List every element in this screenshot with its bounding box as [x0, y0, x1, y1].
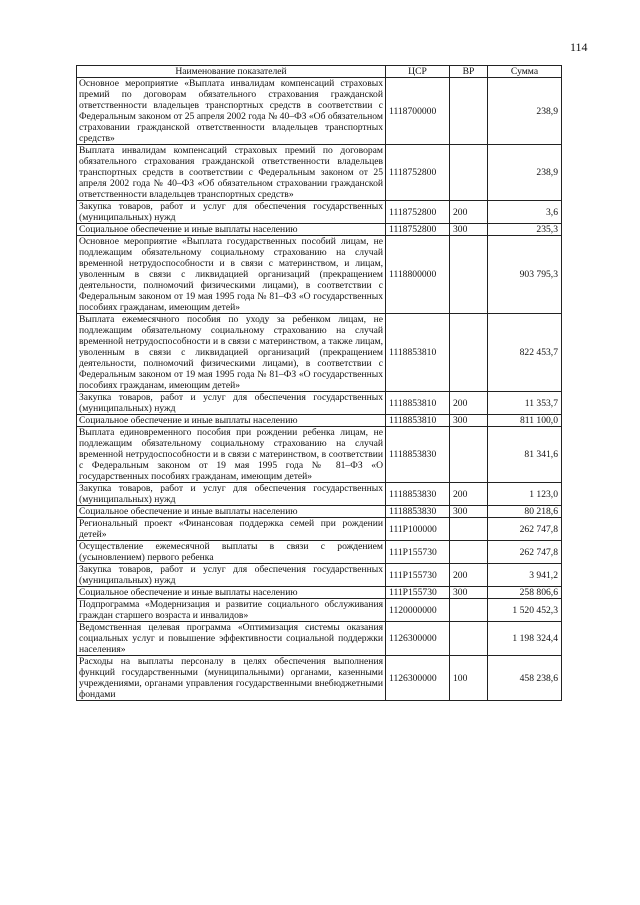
- row-csr: 1118752800: [386, 224, 450, 236]
- row-csr: 1120000000: [386, 599, 450, 622]
- row-csr: 111P155730: [386, 564, 450, 587]
- row-vr: [450, 541, 488, 564]
- row-sum: 1 123,0: [488, 483, 562, 506]
- budget-table: [76, 65, 562, 701]
- row-sum: 238,9: [488, 145, 562, 201]
- row-csr: 1118853810: [386, 415, 450, 427]
- row-csr: 1126300000: [386, 656, 450, 701]
- row-name: Социальное обеспечение и иные выплаты населению: [77, 415, 386, 427]
- row-sum: 903 795,3: [488, 236, 562, 314]
- row-vr: 200: [450, 392, 488, 415]
- row-name: Закупка товаров, работ и услуг для обеспечения государственных (муниципальных) нужд: [77, 392, 386, 415]
- row-vr: 200: [450, 483, 488, 506]
- page-number: 114: [570, 40, 588, 54]
- row-name: Выплата инвалидам компенсаций страховых премий по договорам обязательного страхования гражданской ответственности владельцев транспортных средств в соответствии с Федеральным законом от 25 апреля 2002 года № 40–ФЗ «Об обязательном страховании гражданской ответственности владельцев транспортных средств»: [77, 145, 386, 201]
- row-name: Социальное обеспечение и иные выплаты населению: [77, 224, 386, 236]
- table-row: [77, 224, 562, 236]
- table-row: [77, 622, 562, 656]
- row-sum: 811 100,0: [488, 415, 562, 427]
- row-csr: 111P100000: [386, 518, 450, 541]
- table-row: [77, 314, 562, 392]
- row-sum: 458 238,6: [488, 656, 562, 701]
- row-vr: [450, 145, 488, 201]
- row-sum: 258 806,6: [488, 587, 562, 599]
- row-name: Социальное обеспечение и иные выплаты населению: [77, 506, 386, 518]
- row-name: Закупка товаров, работ и услуг для обеспечения государственных (муниципальных) нужд: [77, 564, 386, 587]
- header-csr: ЦСР: [386, 66, 450, 78]
- table-row: [77, 564, 562, 587]
- header-vr: ВР: [450, 66, 488, 78]
- row-name: Закупка товаров, работ и услуг для обеспечения государственных (муниципальных) нужд: [77, 483, 386, 506]
- row-vr: [450, 622, 488, 656]
- row-name: Ведомственная целевая программа «Оптимизация системы оказания социальных услуг и повышение эффективности социальной поддержки населения»: [77, 622, 386, 656]
- row-name: Выплата единовременного пособия при рождении ребенка лицам, не подлежащим обязательному социальному страхованию на случай временной нетрудоспособности и в связи с материнством, в соответствии с Федеральным законом от 19 мая 1995 года № 81–ФЗ «О государственных пособиях гражданам, имеющим детей»: [77, 427, 386, 483]
- row-vr: [450, 236, 488, 314]
- row-sum: 81 341,6: [488, 427, 562, 483]
- row-name: Закупка товаров, работ и услуг для обеспечения государственных (муниципальных) нужд: [77, 201, 386, 224]
- table-row: [77, 201, 562, 224]
- table-row: [77, 518, 562, 541]
- row-name: Подпрограмма «Модернизация и развитие социального обслуживания граждан старшего возраста и инвалидов»: [77, 599, 386, 622]
- row-csr: 1118853810: [386, 392, 450, 415]
- row-vr: 300: [450, 415, 488, 427]
- row-vr: [450, 518, 488, 541]
- table-row: [77, 78, 562, 145]
- row-vr: 300: [450, 587, 488, 599]
- table-row: [77, 587, 562, 599]
- row-csr: 1118853830: [386, 427, 450, 483]
- table-row: [77, 506, 562, 518]
- row-vr: [450, 78, 488, 145]
- row-csr: 111P155730: [386, 587, 450, 599]
- row-csr: 1118800000: [386, 236, 450, 314]
- row-name: Выплата ежемесячного пособия по уходу за ребенком лицам, не подлежащим обязательному социальному страхованию на случай временной нетрудоспособности и в связи с материнством, а также лицам, уволенным в связи с ликвидацией организаций (прекращением деятельности, полномочий физическими лицами), в соответствии с Федеральным законом от 19 мая 1995 года № 81–ФЗ «О государственных пособиях гражданам, имеющим детей»: [77, 314, 386, 392]
- table-row: [77, 427, 562, 483]
- row-vr: [450, 314, 488, 392]
- row-csr: 1118700000: [386, 78, 450, 145]
- row-vr: 200: [450, 564, 488, 587]
- row-vr: [450, 427, 488, 483]
- table-row: [77, 236, 562, 314]
- row-sum: 238,9: [488, 78, 562, 145]
- table-row: [77, 656, 562, 701]
- table-row: [77, 415, 562, 427]
- table-row: [77, 392, 562, 415]
- row-name: Осуществление ежемесячной выплаты в связи с рождением (усыновлением) первого ребенка: [77, 541, 386, 564]
- row-sum: 1 520 452,3: [488, 599, 562, 622]
- row-sum: 1 198 324,4: [488, 622, 562, 656]
- row-name: Основное мероприятие «Выплата инвалидам компенсаций страховых премий по договорам обязательного страхования гражданской ответственности владельцев транспортных средств в соответствии с Федеральным законом от 25 апреля 2002 года № 40–ФЗ «Об обязательном страховании гражданской ответственности владельцев транспортных средств»: [77, 78, 386, 145]
- row-name: Региональный проект «Финансовая поддержка семей при рождении детей»: [77, 518, 386, 541]
- row-vr: 300: [450, 224, 488, 236]
- row-vr: 300: [450, 506, 488, 518]
- row-sum: 822 453,7: [488, 314, 562, 392]
- row-vr: 100: [450, 656, 488, 701]
- row-sum: 235,3: [488, 224, 562, 236]
- header-name: Наименование показателей: [77, 66, 386, 78]
- table-row: [77, 483, 562, 506]
- row-name: Социальное обеспечение и иные выплаты населению: [77, 587, 386, 599]
- row-vr: [450, 599, 488, 622]
- row-csr: 1118752800: [386, 201, 450, 224]
- table-row: [77, 599, 562, 622]
- row-sum: 3,6: [488, 201, 562, 224]
- table-row: [77, 145, 562, 201]
- row-csr: 111P155730: [386, 541, 450, 564]
- row-sum: 262 747,8: [488, 518, 562, 541]
- row-sum: 3 941,2: [488, 564, 562, 587]
- row-csr: 1126300000: [386, 622, 450, 656]
- row-name: Основное мероприятие «Выплата государственных пособий лицам, не подлежащим обязательному социальному страхованию на случай временной нетрудоспособности и в связи с материнством, и лицам, уволенным в связи с ликвидацией организаций (прекращением деятельности, полномочий физическими лицами), в соответствии с Федеральным законом от 19 мая 1995 года № 81–ФЗ «О государственных пособиях гражданам, имеющим детей»: [77, 236, 386, 314]
- row-csr: 1118752800: [386, 145, 450, 201]
- row-csr: 1118853830: [386, 506, 450, 518]
- row-csr: 1118853830: [386, 483, 450, 506]
- row-csr: 1118853810: [386, 314, 450, 392]
- row-name: Расходы на выплаты персоналу в целях обеспечения выполнения функций государственными (муниципальными) органами, казенными учреждениями, органами управления государственными внебюджетными фондами: [77, 656, 386, 701]
- table-header-row: [77, 66, 562, 78]
- row-sum: 80 218,6: [488, 506, 562, 518]
- row-vr: 200: [450, 201, 488, 224]
- row-sum: 262 747,8: [488, 541, 562, 564]
- row-sum: 11 353,7: [488, 392, 562, 415]
- table-row: [77, 541, 562, 564]
- header-sum: Сумма: [488, 66, 562, 78]
